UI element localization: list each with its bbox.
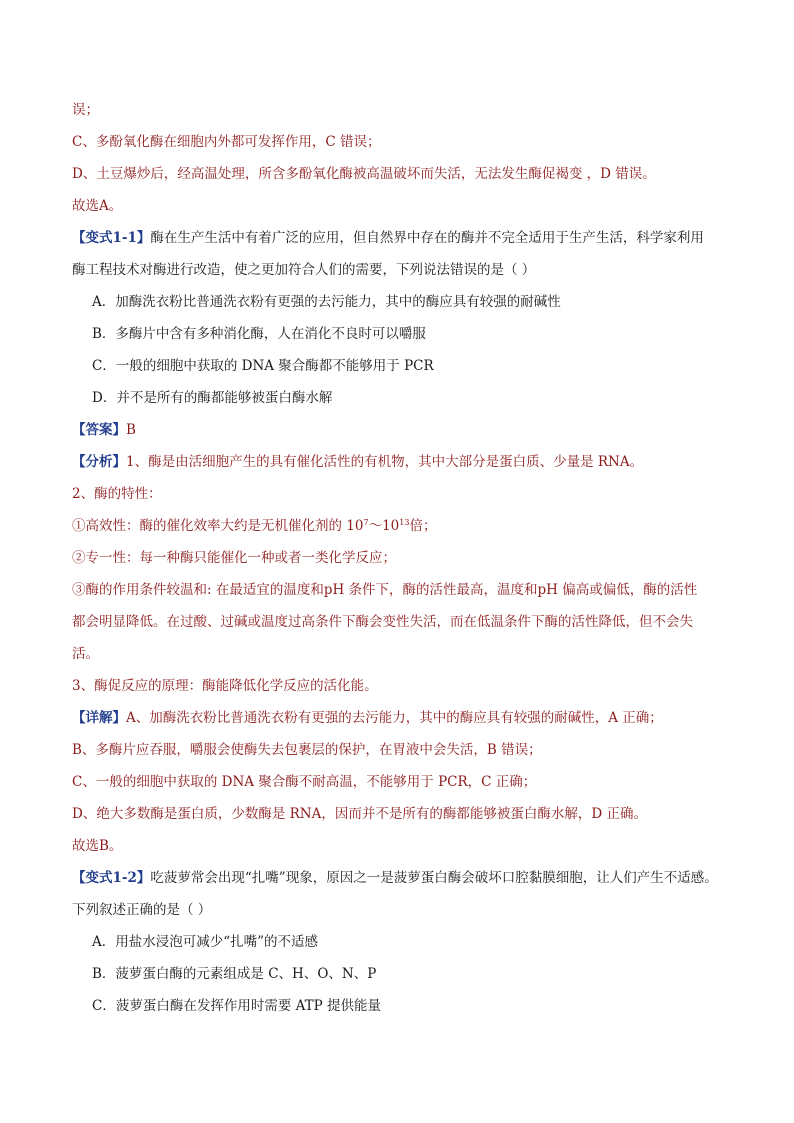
previous-conclusion: 故选A。 (72, 198, 123, 214)
question-1-2-stem (72, 868, 718, 888)
detail-text: A、加酶洗衣粉比普通洗衣粉有更强的去污能力，其中的酶应具有较强的耐碱性，A 正确； (126, 710, 663, 726)
detail-line-1 (72, 708, 663, 728)
enzyme-property-3-cont: 都会明显降低。在过酸、过碱或温度过高条件下酶会变性失活，而在低温条件下酶的活性降低，但不会失 (72, 614, 693, 630)
enzyme-property-3: ③酶的作用条件较温和: 在最适宜的温度和pH 条件下，酶的活性最高，温度和pH 偏高或偏低，酶的活性 (72, 582, 698, 598)
question-1-2-stem-cont: 下列叙述正确的是（ ） (72, 902, 212, 918)
answer-line (72, 420, 136, 440)
detail-line-2: B、多酶片应吞服，嚼服会使酶失去包裹层的保护，在胃液中会失活，B 错误； (72, 742, 542, 758)
question-1-1-stem-cont: 酶工程技术对酶进行改造，使之更加符合人们的需要，下列说法错误的是（ ） (72, 262, 536, 278)
question-stem-text: 酶在生产生活中有着广泛的应用，但自然界中存在的酶并不完全适用于生产生活，科学家利用 (150, 230, 704, 246)
option-c-explanation: C、多酚氧化酶在细胞内外都可发挥作用，C 错误； (72, 134, 381, 150)
analysis-tag: 【分析】 (72, 454, 126, 470)
analysis-line-2: 2、酶的特性： (72, 486, 162, 502)
paragraph-fragment: 误； (72, 102, 99, 118)
answer-value: B (126, 422, 136, 438)
question-1-2-option-a: A．用盐水浸泡可减少“扎嘴”的不适感 (92, 934, 319, 950)
question-stem-text: 吃菠萝常会出现“扎嘴”现象，原因之一是菠萝蛋白酶会破坏口腔黏膜细胞，让人们产生不适感。 (150, 870, 718, 886)
answer-tag: 【答案】 (72, 422, 126, 438)
analysis-text: 1、酶是由活细胞产生的具有催化活性的有机物，其中大部分是蛋白质、少量是 RNA。 (126, 454, 644, 470)
question-1-2-option-c: C．菠萝蛋白酶在发挥作用时需要 ATP 提供能量 (92, 998, 382, 1014)
question-1-1-option-a: A．加酶洗衣粉比普通洗衣粉有更强的去污能力，其中的酶应具有较强的耐碱性 (92, 294, 561, 310)
question-1-1-stem (72, 228, 704, 248)
question-tag: 【变式1-2】 (72, 870, 151, 886)
question-1-1-option-d: D．并不是所有的酶都能够被蛋白酶水解 (92, 390, 333, 406)
analysis-line-3: 3、酶促反应的原理：酶能降低化学反应的活化能。 (72, 678, 378, 694)
question-1-1-conclusion: 故选B。 (72, 838, 123, 854)
analysis-line-1 (72, 452, 643, 472)
option-d-explanation: D、土豆爆炒后，经高温处理，所含多酚氧化酶被高温破坏而失活，无法发生酶促褐变 ，D 错误。 (72, 166, 656, 182)
detail-tag: 【详解】 (72, 710, 126, 726)
enzyme-property-2: ②专一性：每一种酶只能催化一种或者一类化学反应； (72, 550, 396, 566)
question-1-2-option-b: B．菠萝蛋白酶的元素组成是 C、H、O、N、P (92, 966, 377, 982)
question-1-1-option-c: C．一般的细胞中获取的 DNA 聚合酶都不能够用于 PCR (92, 358, 434, 374)
enzyme-property-1: ①高效性：酶的催化效率大约是无机催化剂的 $10^7\sim 10^{13}$倍； (72, 518, 437, 534)
detail-line-3: C、一般的细胞中获取的 DNA 聚合酶不耐高温，不能够用于 PCR，C 正确； (72, 774, 537, 790)
detail-line-4: D、绝大多数酶是蛋白质，少数酶是 RNA，因而并不是所有的酶都能够被蛋白酶水解，D 正确。 (72, 806, 647, 822)
question-1-1-option-b: B．多酶片中含有多种消化酶，人在消化不良时可以嚼服 (92, 326, 426, 342)
enzyme-property-3-end: 活。 (72, 646, 99, 662)
question-tag: 【变式1-1】 (72, 230, 151, 246)
